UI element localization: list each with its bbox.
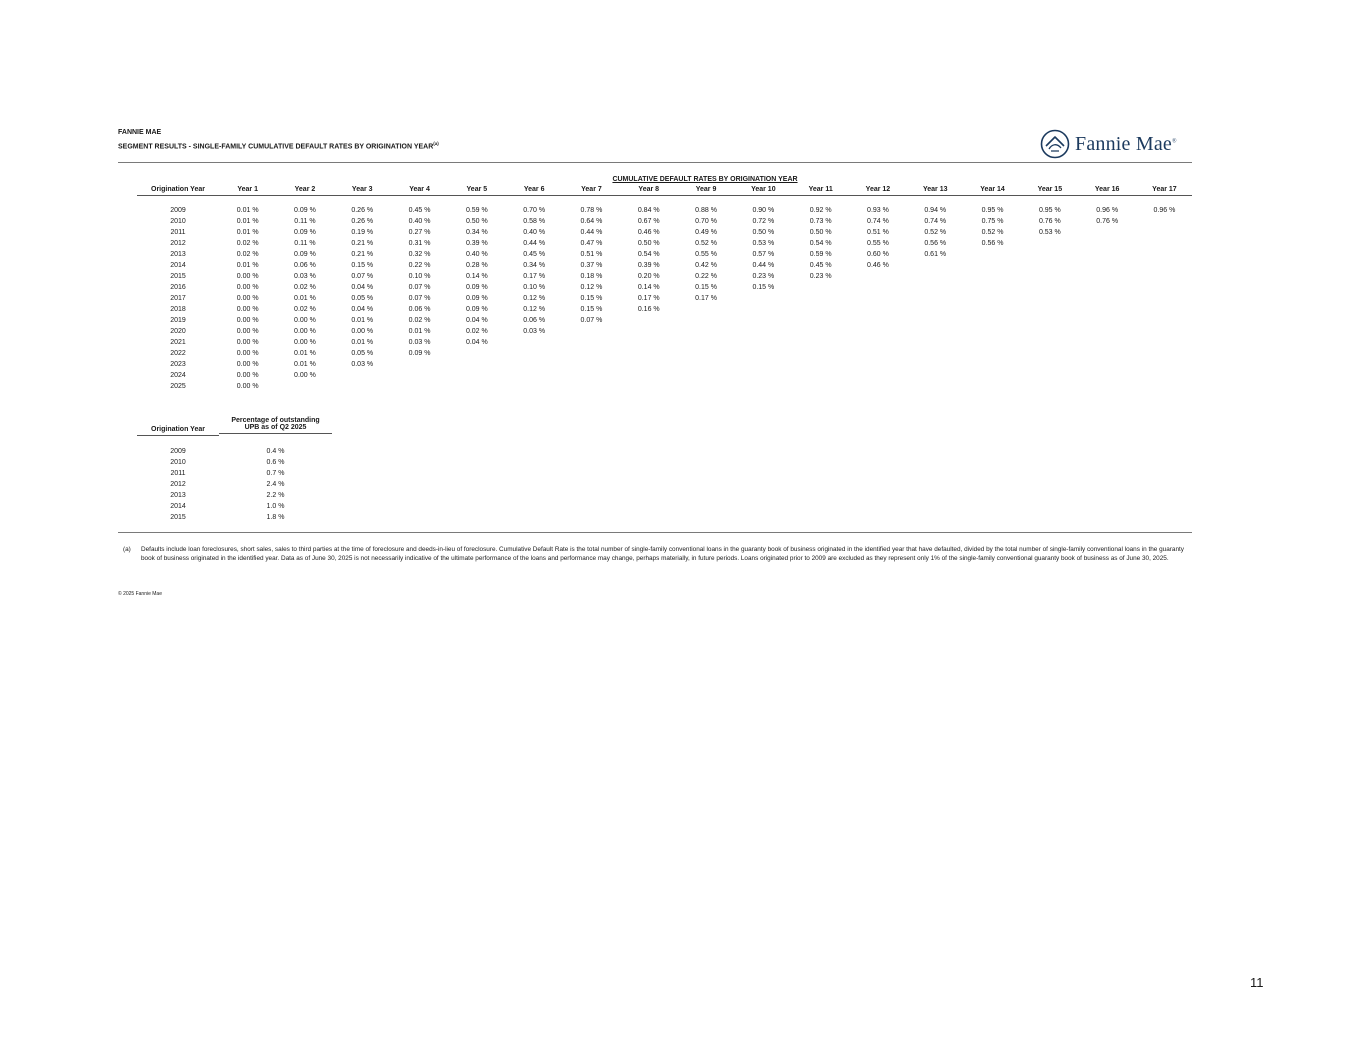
header-year-8: Year 8 <box>638 186 660 193</box>
table-row <box>137 295 1192 306</box>
table-row <box>137 240 1192 251</box>
default-rate-cell: 0.00 % <box>236 317 259 324</box>
default-rate-cell: 0.14 % <box>637 284 660 291</box>
table-group-title: CUMULATIVE DEFAULT RATES BY ORIGINATION YEAR <box>612 176 798 183</box>
default-rate-cell: 0.03 % <box>294 273 316 280</box>
default-rate-cell: 0.46 % <box>637 229 660 236</box>
default-rate-cell: 0.60 % <box>867 251 889 258</box>
header-year-10: Year 10 <box>751 186 776 193</box>
upb-percentage-cell: 0.6 % <box>266 459 285 466</box>
default-rate-cell: 0.02 % <box>236 251 259 258</box>
default-rate-cell: 0.10 % <box>408 273 431 280</box>
upb-table-row <box>137 470 337 481</box>
table-row <box>137 262 1192 273</box>
default-rate-cell: 0.17 % <box>637 295 660 302</box>
table-row <box>137 251 1192 262</box>
origination-year-cell: 2010 <box>170 218 186 225</box>
default-rate-cell: 0.39 % <box>637 262 660 269</box>
default-rate-cell: 0.70 % <box>523 207 546 214</box>
report-subtitle <box>118 141 439 150</box>
default-rate-cell: 0.00 % <box>236 306 259 313</box>
footnote-marker: (a) <box>123 546 131 553</box>
default-rate-cell: 0.92 % <box>809 207 832 214</box>
default-rate-cell: 0.03 % <box>408 339 431 346</box>
default-rate-cell: 0.50 % <box>465 218 488 225</box>
default-rate-cell: 0.61 % <box>924 251 947 258</box>
default-rate-cell: 0.47 % <box>580 240 603 247</box>
default-rate-cell: 0.03 % <box>523 328 546 335</box>
default-rate-cell: 0.18 % <box>580 273 603 280</box>
origination-year-cell: 2013 <box>170 251 186 258</box>
default-rate-cell: 0.44 % <box>752 262 775 269</box>
default-rate-cell: 0.00 % <box>294 328 316 335</box>
default-rate-cell: 0.59 % <box>809 251 832 258</box>
upb-header-line2: UPB as of Q2 2025 <box>244 424 307 431</box>
default-rate-cell: 0.06 % <box>523 317 546 324</box>
default-rate-cell: 0.01 % <box>236 218 259 225</box>
default-rate-cell: 0.52 % <box>924 229 947 236</box>
default-rate-cell: 0.09 % <box>294 251 316 258</box>
default-rate-cell: 0.12 % <box>523 295 546 302</box>
default-rate-cell: 0.39 % <box>465 240 488 247</box>
default-rate-cell: 0.45 % <box>809 262 832 269</box>
default-rate-cell: 0.96 % <box>1153 207 1176 214</box>
default-rate-cell: 0.94 % <box>924 207 947 214</box>
header-year-1: Year 1 <box>237 186 258 193</box>
footnote-text: Defaults include loan foreclosures, short sales, sales to third parties at the time of foreclosure and deeds-in-lieu of foreclosure. Cumulative Default Rate is the total number of single-family conventional loans in the guaranty book of business originated in the identified year that have defaulted, divided by the total number of single-family conventional loans in the guaranty book of business originated in the identified year. Data as of June 30, 2025 is not necessarily indicative of the ultimate performance of the loans and performance may change, perhaps materially, in future periods. Loans originated prior to 2009 are excluded as they represent only 1% of the single-family conventional guaranty book of business as of June 30, 2025. <box>141 546 1184 562</box>
default-rate-cell: 0.52 % <box>981 229 1004 236</box>
default-rate-cell: 0.64 % <box>580 218 603 225</box>
default-rate-cell: 0.21 % <box>351 240 374 247</box>
default-rate-cell: 0.00 % <box>236 284 259 291</box>
upb-table-row <box>137 448 337 459</box>
default-rate-cell: 0.96 % <box>1096 207 1119 214</box>
default-rate-cell: 0.12 % <box>580 284 603 291</box>
default-rate-cell: 0.45 % <box>523 251 546 258</box>
default-rate-cell: 0.53 % <box>1038 229 1061 236</box>
default-rate-cell: 0.00 % <box>236 383 259 390</box>
default-rate-cell: 0.74 % <box>867 218 889 225</box>
subtitle-footnote-ref: (a) <box>433 141 439 146</box>
default-rate-cell: 0.00 % <box>236 339 259 346</box>
origination-year-cell: 2009 <box>170 207 186 214</box>
upb-header-year: Origination Year <box>137 426 219 436</box>
header-year-4: Year 4 <box>409 186 430 193</box>
default-rate-cell: 0.09 % <box>408 350 431 357</box>
default-rate-cell: 0.06 % <box>294 262 316 269</box>
default-rate-cell: 0.02 % <box>294 284 316 291</box>
default-rate-cell: 0.07 % <box>408 284 431 291</box>
default-rate-cell: 0.04 % <box>465 339 488 346</box>
table-header-row <box>137 186 1192 196</box>
organization-name: FANNIE MAE <box>118 129 162 136</box>
default-rate-cell: 0.17 % <box>695 295 717 302</box>
default-rate-cell: 0.09 % <box>465 295 488 302</box>
table-row <box>137 350 1192 361</box>
table-row <box>137 383 1192 394</box>
upb-header-percentage <box>219 417 332 434</box>
default-rate-cell: 0.55 % <box>867 240 889 247</box>
table-row <box>137 273 1192 284</box>
default-rate-cell: 0.00 % <box>294 372 316 379</box>
default-rate-cell: 0.59 % <box>465 207 488 214</box>
upb-origination-year-cell: 2013 <box>170 492 186 499</box>
default-rate-cell: 0.00 % <box>351 328 374 335</box>
default-rate-cell: 0.46 % <box>867 262 889 269</box>
default-rate-cell: 0.21 % <box>351 251 374 258</box>
default-rate-cell: 0.52 % <box>695 240 717 247</box>
default-rate-cell: 0.51 % <box>580 251 603 258</box>
default-rate-cell: 0.07 % <box>408 295 431 302</box>
header-year-12: Year 12 <box>865 186 891 193</box>
origination-year-cell: 2012 <box>170 240 186 247</box>
default-rate-cell: 0.15 % <box>580 295 603 302</box>
section-divider <box>118 532 1192 533</box>
default-rate-cell: 0.84 % <box>637 207 660 214</box>
default-rate-cell: 0.45 % <box>408 207 431 214</box>
table-row <box>137 328 1192 339</box>
default-rate-cell: 0.09 % <box>465 306 488 313</box>
header-year-7: Year 7 <box>581 186 602 193</box>
default-rate-cell: 0.49 % <box>695 229 717 236</box>
subtitle-text: SEGMENT RESULTS - SINGLE-FAMILY CUMULATIVE DEFAULT RATES BY ORIGINATION YEAR <box>118 143 434 151</box>
default-rate-cell: 0.32 % <box>408 251 431 258</box>
default-rate-cell: 0.76 % <box>1038 218 1061 225</box>
default-rate-cell: 0.95 % <box>981 207 1004 214</box>
default-rate-cell: 0.44 % <box>580 229 603 236</box>
default-rate-cell: 0.58 % <box>523 218 546 225</box>
logo-wordmark <box>1075 133 1177 156</box>
default-rate-cell: 0.00 % <box>236 328 259 335</box>
default-rate-cell: 0.70 % <box>695 218 717 225</box>
upb-percentage-cell: 0.7 % <box>266 470 285 477</box>
header-year-13: Year 13 <box>922 186 948 193</box>
default-rate-cell: 0.16 % <box>637 306 660 313</box>
default-rate-cell: 0.22 % <box>408 262 431 269</box>
origination-year-cell: 2017 <box>170 295 186 302</box>
default-rate-cell: 0.00 % <box>236 350 259 357</box>
default-rate-cell: 0.67 % <box>637 218 660 225</box>
default-rate-cell: 0.56 % <box>924 240 947 247</box>
origination-year-cell: 2022 <box>170 350 186 357</box>
default-rate-cell: 0.26 % <box>351 218 374 225</box>
default-rate-cell: 0.00 % <box>236 372 259 379</box>
default-rate-cell: 0.54 % <box>809 240 832 247</box>
origination-year-cell: 2019 <box>170 317 186 324</box>
default-rate-cell: 0.34 % <box>465 229 488 236</box>
upb-header-line1: Percentage of outstanding <box>231 417 320 424</box>
default-rate-cell: 0.02 % <box>236 240 259 247</box>
upb-origination-year-cell: 2012 <box>170 481 186 488</box>
origination-year-cell: 2024 <box>170 372 186 379</box>
default-rate-cell: 0.04 % <box>465 317 488 324</box>
table-row <box>137 207 1192 218</box>
default-rate-cell: 0.42 % <box>695 262 717 269</box>
default-rate-cell: 0.00 % <box>236 361 259 368</box>
origination-year-cell: 2018 <box>170 306 186 313</box>
default-rate-cell: 0.57 % <box>752 251 775 258</box>
default-rate-cell: 0.75 % <box>981 218 1004 225</box>
origination-year-cell: 2021 <box>170 339 186 346</box>
header-year-2: Year 2 <box>294 186 316 193</box>
default-rate-cell: 0.09 % <box>294 229 316 236</box>
default-rate-cell: 0.04 % <box>351 306 374 313</box>
default-rate-cell: 0.22 % <box>695 273 717 280</box>
default-rate-cell: 0.95 % <box>1038 207 1061 214</box>
default-rate-cell: 0.72 % <box>752 218 775 225</box>
default-rate-cell: 0.50 % <box>752 229 775 236</box>
default-rate-cell: 0.01 % <box>408 328 431 335</box>
default-rate-cell: 0.02 % <box>408 317 431 324</box>
default-rate-cell: 0.31 % <box>408 240 431 247</box>
default-rate-cell: 0.93 % <box>867 207 889 214</box>
default-rate-cell: 0.17 % <box>523 273 546 280</box>
upb-table-row <box>137 514 337 525</box>
upb-percentage-cell: 2.4 % <box>266 481 285 488</box>
upb-percentage-cell: 1.0 % <box>266 503 285 510</box>
report-header <box>118 127 1192 163</box>
table-row <box>137 361 1192 372</box>
upb-origination-year-cell: 2009 <box>170 448 186 455</box>
default-rate-cell: 0.03 % <box>351 361 374 368</box>
default-rate-cell: 0.01 % <box>294 350 316 357</box>
default-rate-cell: 0.40 % <box>465 251 488 258</box>
origination-year-cell: 2020 <box>170 328 186 335</box>
default-rate-cell: 0.74 % <box>924 218 947 225</box>
default-rate-cell: 0.01 % <box>236 262 259 269</box>
default-rate-cell: 0.04 % <box>351 284 374 291</box>
upb-table-row <box>137 492 337 503</box>
default-rate-cell: 0.11 % <box>294 218 316 225</box>
header-year-11: Year 11 <box>808 186 833 193</box>
default-rate-cell: 0.07 % <box>580 317 603 324</box>
logo-registered-mark: ® <box>1171 137 1177 144</box>
upb-table-row <box>137 459 337 470</box>
origination-year-cell: 2011 <box>170 229 186 236</box>
default-rate-cell: 0.23 % <box>752 273 775 280</box>
origination-year-cell: 2014 <box>170 262 186 269</box>
header-year-16: Year 16 <box>1094 186 1120 193</box>
header-year-14: Year 14 <box>980 186 1005 193</box>
upb-percentage-cell: 2.2 % <box>266 492 285 499</box>
default-rate-cell: 0.06 % <box>408 306 431 313</box>
origination-year-cell: 2023 <box>170 361 186 368</box>
default-rate-cell: 0.28 % <box>465 262 488 269</box>
default-rate-cell: 0.14 % <box>465 273 488 280</box>
default-rate-cell: 0.01 % <box>294 361 316 368</box>
default-rate-cell: 0.11 % <box>294 240 316 247</box>
default-rate-cell: 0.51 % <box>867 229 889 236</box>
header-year-3: Year 3 <box>351 186 373 193</box>
default-rate-cell: 0.15 % <box>695 284 717 291</box>
default-rate-cell: 0.88 % <box>695 207 717 214</box>
default-rate-cell: 0.23 % <box>809 273 832 280</box>
default-rate-cell: 0.02 % <box>465 328 488 335</box>
upb-origination-year-cell: 2015 <box>170 514 186 521</box>
default-rate-cell: 0.37 % <box>580 262 603 269</box>
default-rate-cell: 0.01 % <box>236 229 259 236</box>
origination-year-cell: 2025 <box>170 383 186 390</box>
default-rate-cell: 0.15 % <box>752 284 775 291</box>
default-rate-cell: 0.01 % <box>236 207 259 214</box>
default-rate-cell: 0.40 % <box>408 218 431 225</box>
default-rate-cell: 0.78 % <box>580 207 603 214</box>
page-number: 11 <box>1250 975 1264 990</box>
default-rate-cell: 0.34 % <box>523 262 546 269</box>
default-rate-cell: 0.01 % <box>294 295 316 302</box>
table-row <box>137 229 1192 240</box>
default-rate-cell: 0.73 % <box>809 218 832 225</box>
table-row <box>137 284 1192 295</box>
upb-table-row <box>137 503 337 514</box>
default-rate-cell: 0.07 % <box>351 273 374 280</box>
default-rate-cell: 0.05 % <box>351 295 374 302</box>
upb-origination-year-cell: 2014 <box>170 503 186 510</box>
default-rate-cell: 0.27 % <box>408 229 431 236</box>
default-rate-cell: 0.00 % <box>236 295 259 302</box>
header-year-6: Year 6 <box>523 186 545 193</box>
default-rate-cell: 0.40 % <box>523 229 546 236</box>
default-rate-cell: 0.10 % <box>523 284 546 291</box>
upb-percentage-cell: 0.4 % <box>266 448 285 455</box>
table-row <box>137 372 1192 383</box>
default-rate-cell: 0.01 % <box>351 339 374 346</box>
default-rate-cell: 0.76 % <box>1096 218 1119 225</box>
footnote <box>123 545 1188 563</box>
default-rate-cell: 0.12 % <box>523 306 546 313</box>
upb-origination-year-cell: 2010 <box>170 459 186 466</box>
table-row <box>137 218 1192 229</box>
default-rate-cell: 0.50 % <box>637 240 660 247</box>
default-rate-cell: 0.15 % <box>580 306 603 313</box>
upb-origination-year-cell: 2011 <box>170 470 186 477</box>
default-rate-cell: 0.53 % <box>752 240 775 247</box>
header-year-9: Year 9 <box>695 186 717 193</box>
default-rate-cell: 0.20 % <box>637 273 660 280</box>
default-rate-cell: 0.55 % <box>695 251 717 258</box>
default-rate-cell: 0.44 % <box>523 240 546 247</box>
default-rate-cell: 0.19 % <box>351 229 374 236</box>
default-rate-cell: 0.09 % <box>465 284 488 291</box>
default-rate-cell: 0.00 % <box>236 273 259 280</box>
upb-percentage-cell: 1.8 % <box>266 514 285 521</box>
default-rate-cell: 0.15 % <box>351 262 374 269</box>
default-rate-cell: 0.50 % <box>809 229 832 236</box>
default-rate-cell: 0.05 % <box>351 350 374 357</box>
default-rate-cell: 0.90 % <box>752 207 775 214</box>
origination-year-cell: 2016 <box>170 284 186 291</box>
header-year-15: Year 15 <box>1037 186 1063 193</box>
default-rate-cell: 0.09 % <box>294 207 316 214</box>
house-emblem-icon <box>1040 129 1070 159</box>
logo-text: Fannie Mae <box>1075 132 1172 155</box>
header-year-17: Year 17 <box>1152 186 1177 193</box>
table-row <box>137 339 1192 350</box>
default-rate-cell: 0.01 % <box>351 317 374 324</box>
default-rate-cell: 0.00 % <box>294 339 316 346</box>
copyright-notice: © 2025 Fannie Mae <box>118 591 162 597</box>
header-year-5: Year 5 <box>466 186 488 193</box>
default-rate-cell: 0.26 % <box>351 207 374 214</box>
table-row <box>137 317 1192 328</box>
origination-year-cell: 2015 <box>170 273 186 280</box>
default-rate-cell: 0.56 % <box>981 240 1004 247</box>
header-origination-year: Origination Year <box>151 186 205 193</box>
upb-table-row <box>137 481 337 492</box>
table-row <box>137 306 1192 317</box>
default-rate-cell: 0.00 % <box>294 317 316 324</box>
default-rate-cell: 0.02 % <box>294 306 316 313</box>
default-rate-cell: 0.54 % <box>637 251 660 258</box>
fannie-mae-logo <box>1040 129 1177 159</box>
